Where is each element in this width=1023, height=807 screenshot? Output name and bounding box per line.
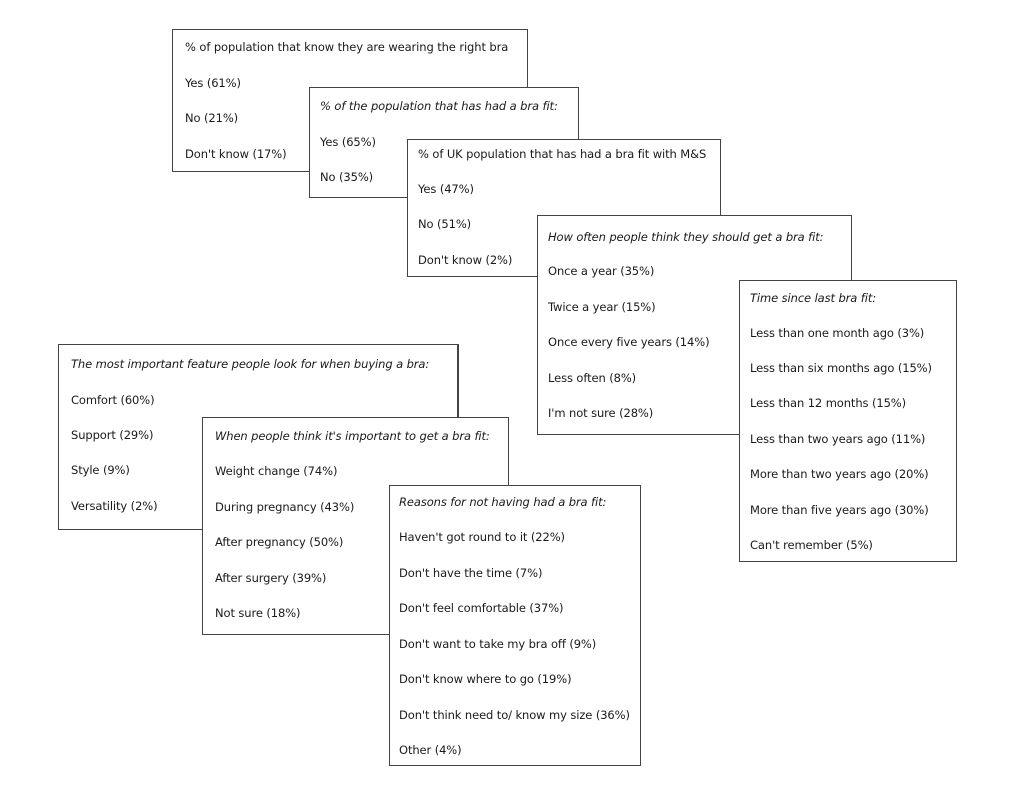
list-item: Don't know (2%)	[418, 253, 513, 267]
box-title: % of the population that has had a bra fit:	[320, 99, 558, 113]
box-title: Time since last bra fit:	[750, 291, 877, 305]
list-item: Weight change (74%)	[215, 464, 338, 478]
list-item: Support (29%)	[71, 428, 154, 442]
list-item: Yes (47%)	[418, 182, 474, 196]
list-item: More than two years ago (20%)	[750, 467, 929, 481]
list-item: Less than six months ago (15%)	[750, 361, 932, 375]
list-item: Versatility (2%)	[71, 499, 158, 513]
list-item: Not sure (18%)	[215, 606, 301, 620]
list-item: Yes (61%)	[185, 76, 241, 90]
list-item: More than five years ago (30%)	[750, 503, 929, 517]
box-title: % of population that know they are wearing the right bra	[185, 40, 509, 54]
box-time-since	[739, 280, 957, 562]
box-title: How often people think they should get a bra fit:	[548, 230, 824, 244]
list-item: Don't know where to go (19%)	[399, 672, 572, 686]
list-item: Style (9%)	[71, 463, 130, 477]
list-item: No (21%)	[185, 111, 239, 125]
list-item: Less than one month ago (3%)	[750, 326, 925, 340]
list-item: Other (4%)	[399, 743, 462, 757]
list-item: Less than 12 months (15%)	[750, 396, 907, 410]
list-item: Don't know (17%)	[185, 147, 287, 161]
list-item: After surgery (39%)	[215, 571, 327, 585]
list-item: Yes (65%)	[320, 135, 376, 149]
list-item: Once a year (35%)	[548, 264, 655, 278]
list-item: No (51%)	[418, 217, 472, 231]
box-reasons-not	[389, 485, 641, 766]
list-item: I'm not sure (28%)	[548, 406, 654, 420]
list-item: Comfort (60%)	[71, 393, 155, 407]
list-item: Don't have the time (7%)	[399, 566, 543, 580]
list-item: Once every five years (14%)	[548, 335, 710, 349]
list-item: Less often (8%)	[548, 371, 637, 385]
list-item: Can't remember (5%)	[750, 538, 873, 552]
connector-line	[851, 215, 852, 281]
list-item: Don't feel comfortable (37%)	[399, 601, 564, 615]
list-item: No (35%)	[320, 170, 374, 184]
list-item: Don't think need to/ know my size (36%)	[399, 708, 630, 722]
box-title: When people think it's important to get a bra fit:	[215, 429, 490, 443]
connector-line	[508, 417, 509, 486]
box-title: The most important feature people look for when buying a bra:	[71, 357, 430, 371]
box-title: % of UK population that has had a bra fit with M&S	[418, 147, 707, 161]
list-item: Twice a year (15%)	[548, 300, 656, 314]
list-item: After pregnancy (50%)	[215, 535, 344, 549]
list-item: Don't want to take my bra off (9%)	[399, 637, 597, 651]
list-item: During pregnancy (43%)	[215, 500, 355, 514]
connector-line	[457, 344, 458, 418]
list-item: Less than two years ago (11%)	[750, 432, 926, 446]
list-item: Haven't got round to it (22%)	[399, 530, 565, 544]
box-title: Reasons for not having had a bra fit:	[399, 495, 607, 509]
